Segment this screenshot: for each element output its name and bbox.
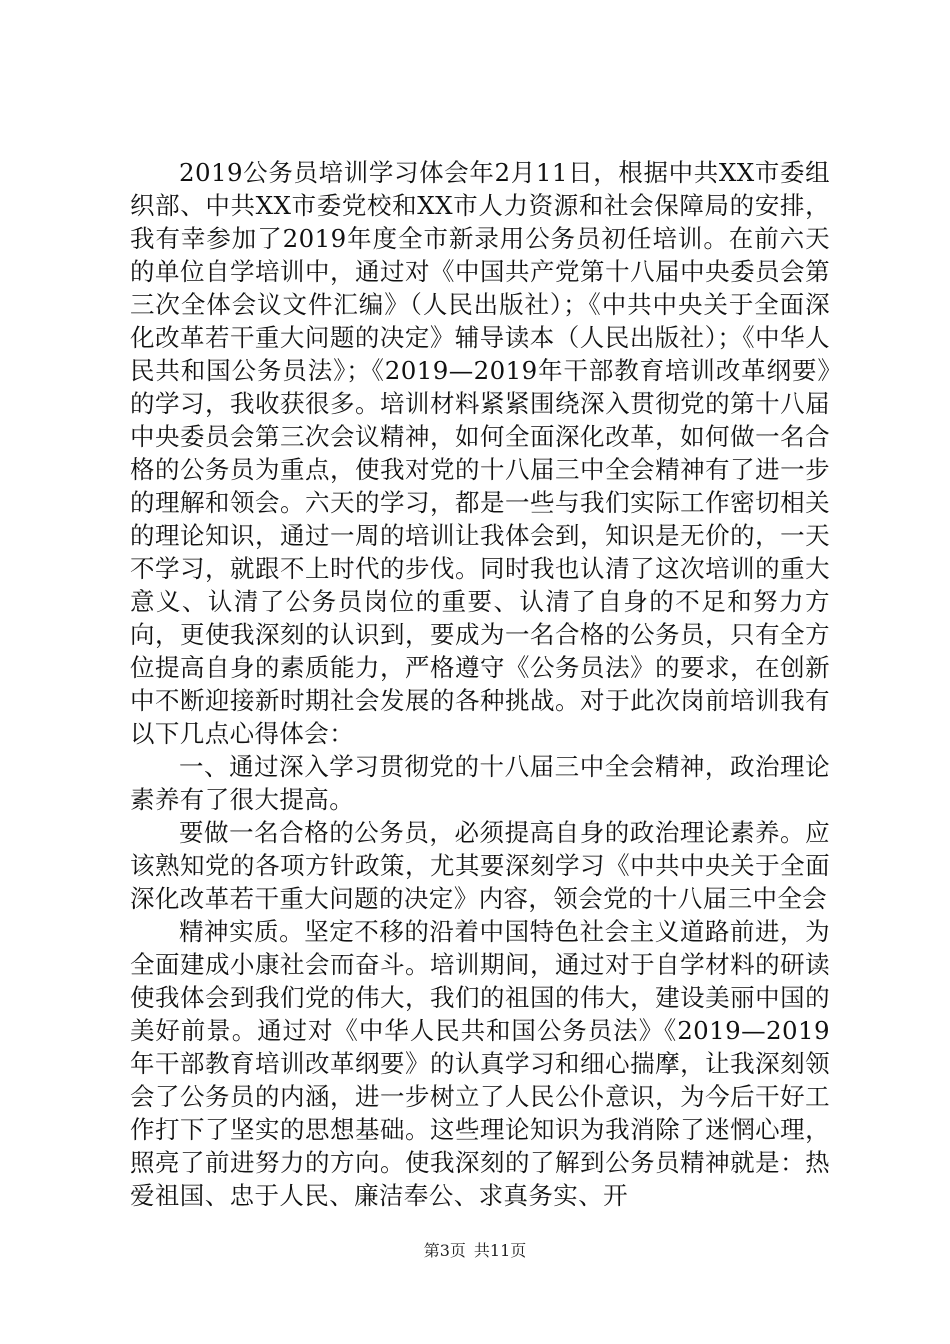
page-total: 共11页: [473, 1241, 527, 1260]
paragraph-heading-one: 一、通过深入学习贯彻党的十八届三中全会精神，政治理论素养有了很大提高。: [130, 752, 830, 814]
page-footer: [0, 1240, 950, 1262]
paragraph-spirit-essence: 精神实质。坚定不移的沿着中国特色社会主义道路前进，为全面建成小康社会而奋斗。培训期间，通过对于自学材料的研读使我体会到我们党的伟大，我们的祖国的伟大，建设美丽中国的美好前景。通过对《中华人民共和国公务员法》《2019—2019年干部教育培训改革纲要》的认真学习和细心揣摩，让我深刻领会了公务员的内涵，进一步树立了人民公仆意识，为今后干好工作打下了坚实的思想基础。这些理论知识为我消除了迷惘心理，照亮了前进努力的方向。使我深刻的了解到公务员精神就是：热爱祖国、忠于人民、廉洁奉公、求真务实、开: [130, 917, 830, 1210]
paragraph-intro: 2019公务员培训学习体会年2月11日，根据中共XX市委组织部、中共XX市委党校和XX市人力资源和社会保障局的安排，我有幸参加了2019年度全市新录用公务员初任培训。在前六天的单位自学培训中，通过对《中国共产党第十八届中央委员会第三次全体会议文件汇编》（人民出版社）；《中共中央关于全面深化改革若干重大问题的决定》辅导读本（人民出版社）；《中华人民共和国公务员法》；《2019—2019年干部教育培训改革纲要》的学习，我收获很多。培训材料紧紧围绕深入贯彻党的第十八届中央委员会第三次会议精神，如何全面深化改革，如何做一名合格的公务员为重点，使我对党的十八届三中全会精神有了进一步的理解和领会。六天的学习，都是一些与我们实际工作密切相关的理论知识，通过一周的培训让我体会到，知识是无价的，一天不学习，就跟不上时代的步伐。同时我也认清了这次培训的重大意义、认清了公务员岗位的重要、认清了自身的不足和努力方向，更使我深刻的认识到，要成为一名合格的公务员，只有全方位提高自身的素质能力，严格遵守《公务员法》的要求，在创新中不断迎接新时期社会发展的各种挑战。对于此次岗前培训我有以下几点心得体会：: [130, 158, 830, 748]
paragraph-political-theory: 要做一名合格的公务员，必须提高自身的政治理论素养。应该熟知党的各项方针政策，尤其要深刻学习《中共中央关于全面深化改革若干重大问题的决定》内容，领会党的十八届三中全会: [130, 818, 830, 913]
document-body: [130, 156, 830, 1212]
page-number: 第3页: [423, 1241, 466, 1260]
